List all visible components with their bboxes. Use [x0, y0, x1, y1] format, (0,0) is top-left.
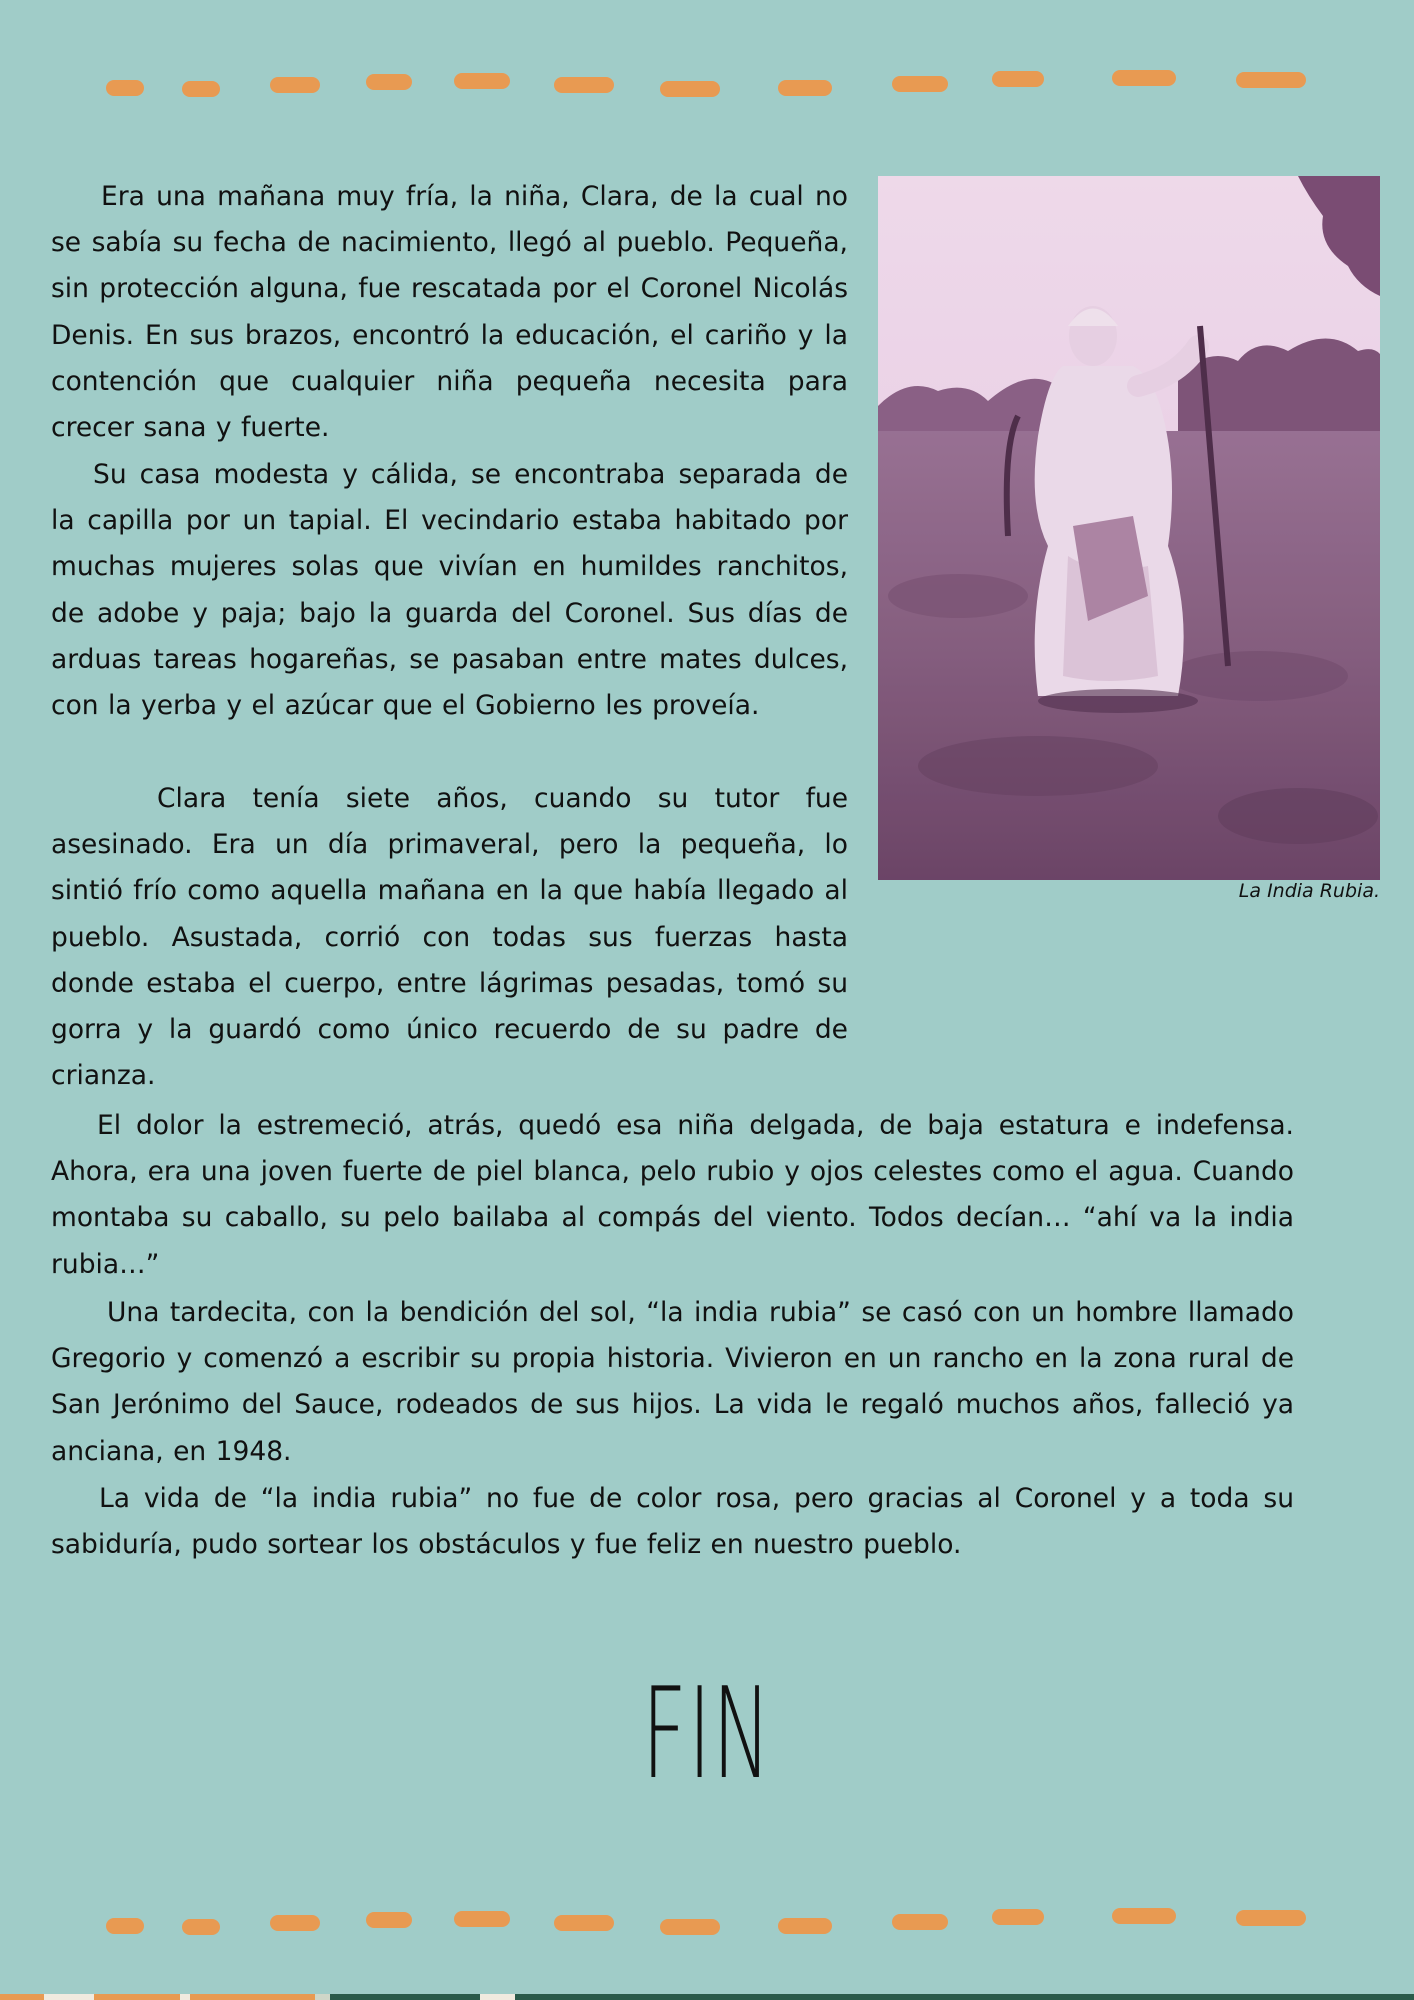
- story-paragraph-1: Era una mañana muy fría, la niña, Clara, de la cual no se sabía su fecha de nacimiento, llegó al pueblo. Pequeña, sin protección alguna, fue rescatada por el Coronel Nicolás Denis. En sus brazos, encontró la educación, el cariño y la contención que cualquier niña pequeña necesita para crecer sana y fuerte.: [51, 181, 848, 444]
- story-paragraph-5: Una tardecita, con la bendición del sol, “la india rubia” se casó con un hombre llamado Gregorio y comenzó a escribir su propia historia. Vivieron en un rancho en la zona rural de San Jerónimo del Sauce, rodeados de sus hijos. La vida le regaló muchos años, falleció ya anciana, en 1948.: [51, 1297, 1294, 1467]
- story-paragraph-2: Su casa modesta y cálida, se encontraba separada de la capilla por un tapial. El vecindario estaba habitado por muchas mujeres solas que vivían en humildes ranchitos, de adobe y paja; bajo la guarda del Coronel. Sus días de arduas tareas hogareñas, se pasaban entre mates dulces, con la yerba y el azúcar que el Gobierno les proveía.: [51, 459, 848, 722]
- dash: [182, 81, 220, 97]
- dash: [992, 71, 1044, 87]
- dash: [1112, 70, 1176, 86]
- dash: [366, 74, 412, 90]
- dash: [106, 80, 144, 96]
- dash: [892, 76, 948, 92]
- dash: [1236, 1910, 1306, 1926]
- dash: [778, 80, 832, 96]
- dash: [270, 77, 320, 93]
- top-dashed-border: [0, 64, 1414, 104]
- dash: [106, 1918, 144, 1934]
- dash: [660, 1919, 720, 1935]
- dash: [366, 1912, 412, 1928]
- dash: [892, 1914, 948, 1930]
- dash: [554, 1915, 614, 1931]
- dash: [182, 1919, 220, 1935]
- dash: [1112, 1908, 1176, 1924]
- historic-photo: [878, 176, 1380, 880]
- bottom-dashed-border: [0, 1902, 1414, 1942]
- dash: [660, 81, 720, 97]
- dash: [992, 1909, 1044, 1925]
- ending-title: FIN: [641, 1660, 773, 1807]
- dash: [270, 1915, 320, 1931]
- dash: [454, 1911, 510, 1927]
- dash: [778, 1918, 832, 1934]
- story-paragraph-3: Clara tenía siete años, cuando su tutor fue asesinado. Era un día primaveral, pero la pequeña, lo sintió frío como aquella mañana en la que había llegado al pueblo. Asustada, corrió con todas sus fuerzas hasta donde estaba el cuerpo, entre lágrimas pesadas, tomó su gorra y la guardó como único recuerdo de su padre de crianza.: [51, 783, 848, 1092]
- dash: [1236, 72, 1306, 88]
- dash: [454, 73, 510, 89]
- dash: [554, 77, 614, 93]
- story-paragraph-4: El dolor la estremeció, atrás, quedó esa niña delgada, de baja estatura e indefensa. Ahora, era una joven fuerte de piel blanca, pelo rubio y ojos celestes como el agua. Cuando montaba su caballo, su pelo bailaba al compás del viento. Todos decían… “ahí va la india rubia…”: [51, 1110, 1294, 1280]
- story-paragraph-6: La vida de “la india rubia” no fue de color rosa, pero gracias al Coronel y a toda su sabiduría, pudo sortear los obstáculos y fue feliz en nuestro pueblo.: [51, 1483, 1294, 1561]
- footer-color-strip: [0, 1994, 1414, 2000]
- photo-caption: La India Rubia.: [1238, 880, 1380, 902]
